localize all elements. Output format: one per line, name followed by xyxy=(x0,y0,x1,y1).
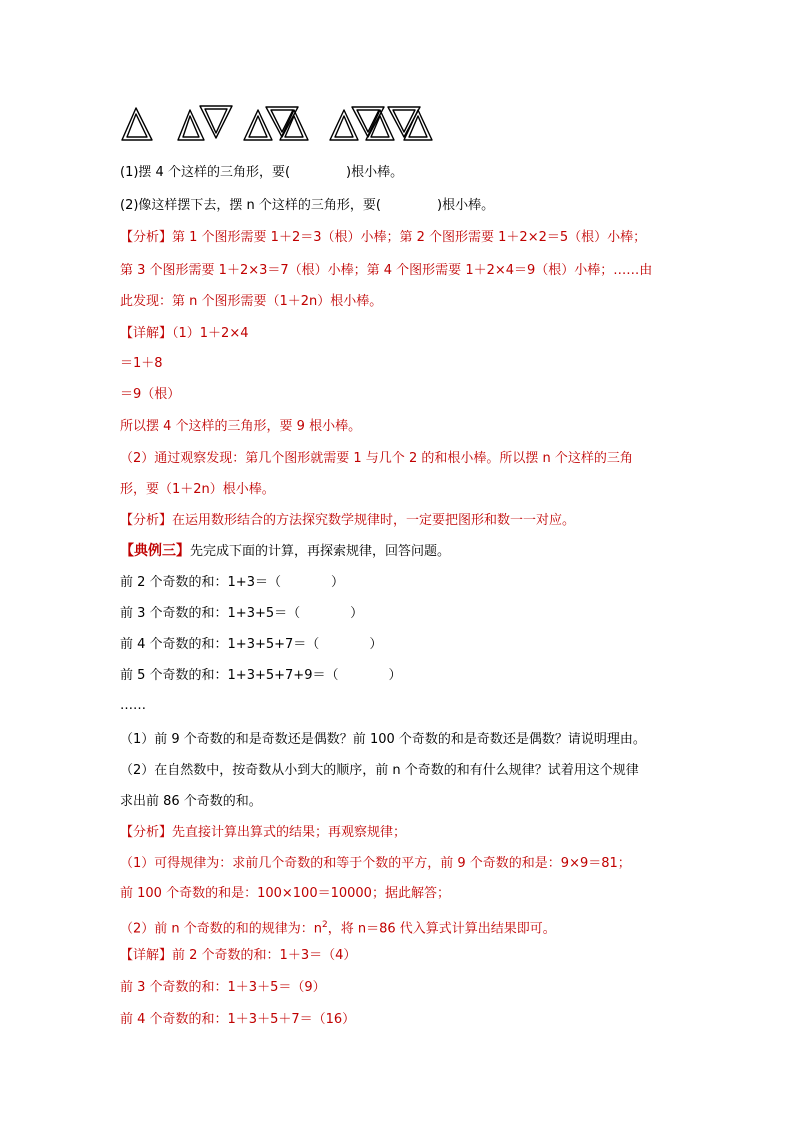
problem-question-1: (1)摆 4 个这样的三角形，要( )根小棒。 xyxy=(120,165,404,180)
example-3-question-1: （1）前 9 个奇数的和是奇数还是偶数？前 100 个奇数的和是奇数还是偶数？请说明理由。 xyxy=(120,732,646,747)
solution-1-line-2: ＝1＋8 xyxy=(120,356,163,371)
solution-tag: 【详解】 xyxy=(120,948,173,963)
problem-question-2: (2)像这样摆下去，摆 n 个这样的三角形，要( )根小棒。 xyxy=(120,198,495,213)
example-3-question-2-line-1: （2）在自然数中，按奇数从小到大的顺序，前 n 个奇数的和有什么规律？试着用这个规律 xyxy=(120,763,639,778)
analysis-1-line-2: 第 3 个图形需要 1＋2×3＝7（根）小棒；第 4 个图形需要 1＋2×4＝9（根）小棒；……由 xyxy=(120,263,653,278)
analysis-3-line-3: 前 100 个奇数的和是：100×100＝10000；据此解答； xyxy=(120,886,450,901)
analysis-tag: 【分析】 xyxy=(120,513,173,528)
solution-1-line-1: 【详解】（1）1＋2×4 xyxy=(120,326,249,341)
solution-1-line-4: 所以摆 4 个这样的三角形，要 9 根小棒。 xyxy=(120,419,362,434)
ellipsis: …… xyxy=(120,698,146,713)
analysis-tag: 【分析】 xyxy=(120,230,173,245)
odd-sum-row-1: 前 2 个奇数的和：1+3＝（ ） xyxy=(120,575,344,590)
review-1: 【分析】在运用数形结合的方法探究数学规律时，一定要把图形和数一一对应。 xyxy=(120,513,576,528)
example-3-question-2-line-2: 求出前 86 个奇数的和。 xyxy=(120,794,262,809)
solution-1-line-5: （2）通过观察发现：第几个图形就需要 1 与几个 2 的和根小棒。所以摆 n 个这样的三角 xyxy=(120,451,633,466)
odd-sum-row-3: 前 4 个奇数的和：1+3+5+7＝（ ） xyxy=(120,637,383,652)
solution-3-line-1: 【详解】前 2 个奇数的和：1＋3＝（4） xyxy=(120,948,357,963)
matchstick-triangles-figure xyxy=(118,102,448,144)
solution-tag: 【详解】 xyxy=(120,326,173,341)
analysis-3-line-2: （1）可得规律为：求前几个奇数的和等于个数的平方，前 9 个奇数的和是：9×9＝81； xyxy=(120,856,631,871)
superscript: 2 xyxy=(322,920,328,930)
example-tag: 【典例三】 xyxy=(120,543,190,559)
analysis-1-line-1: 【分析】第 1 个图形需要 1＋2＝3（根）小棒；第 2 个图形需要 1＋2×2＝5（根）小棒； xyxy=(120,230,647,245)
triangle-figure-4 xyxy=(330,107,432,140)
analysis-3-line-1: 【分析】先直接计算出算式的结果；再观察规律； xyxy=(120,825,407,840)
solution-3-line-2: 前 3 个奇数的和：1＋3＋5＝（9） xyxy=(120,980,326,995)
triangle-figure-1 xyxy=(122,108,152,140)
triangle-figure-2 xyxy=(178,106,232,140)
odd-sum-row-4: 前 5 个奇数的和：1+3+5+7+9＝（ ） xyxy=(120,668,402,683)
solution-1-line-6: 形，要（1＋2n）根小棒。 xyxy=(120,482,275,497)
example-3-heading: 【典例三】先完成下面的计算，再探索规律，回答问题。 xyxy=(120,543,451,559)
analysis-1-line-3: 此发现：第 n 个图形需要（1＋2n）根小棒。 xyxy=(120,294,383,309)
solution-3-line-3: 前 4 个奇数的和：1＋3＋5＋7＝（16） xyxy=(120,1012,356,1027)
analysis-tag: 【分析】 xyxy=(120,825,173,840)
triangle-figure-3 xyxy=(244,107,308,140)
analysis-3-line-4: （2）前 n 个奇数的和的规律为：$n^2$，将 n＝86 代入算式计算出结果即可。 xyxy=(120,920,556,937)
odd-sum-row-2: 前 3 个奇数的和：1+3+5＝（ ） xyxy=(120,606,364,621)
solution-1-line-3: ＝9（根） xyxy=(120,387,181,402)
